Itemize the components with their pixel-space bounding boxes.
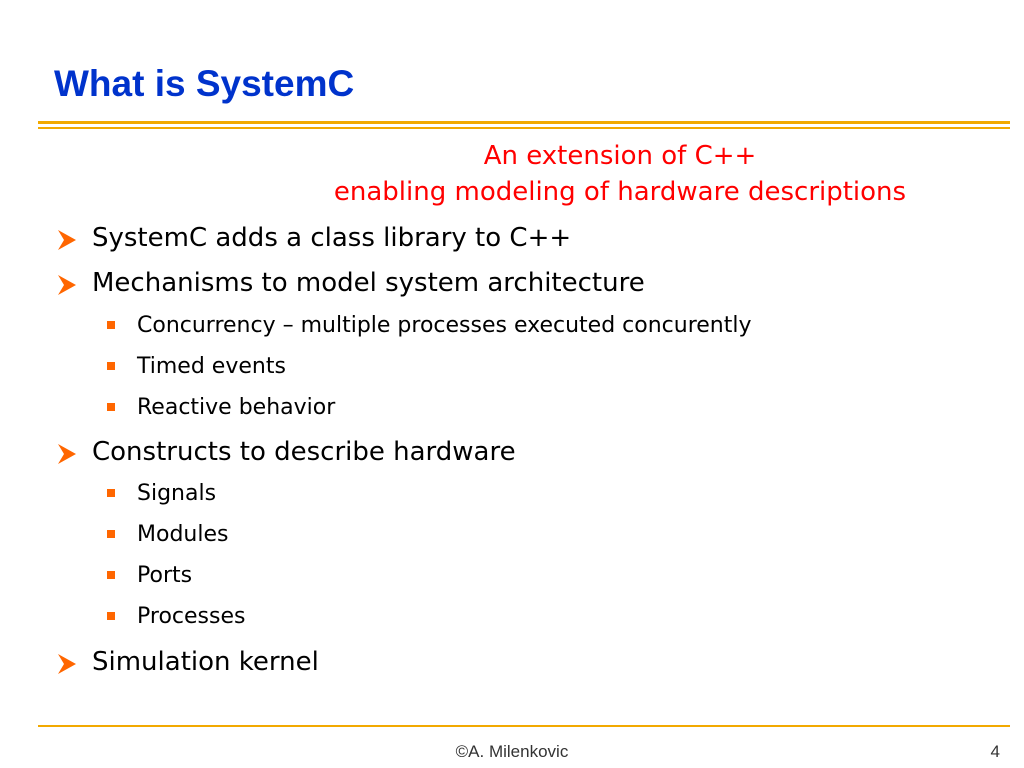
arrowhead-bullet-icon bbox=[56, 274, 78, 296]
page-number: 4 bbox=[990, 742, 1000, 761]
arrowhead-bullet-icon bbox=[56, 443, 78, 465]
arrowhead-bullet-icon bbox=[56, 653, 78, 675]
title-divider-thick bbox=[38, 121, 1010, 124]
sub-bullet-text: Timed events bbox=[137, 354, 286, 379]
subtitle-line-1: An extension of C++ bbox=[483, 141, 757, 171]
arrowhead-bullet-icon bbox=[56, 229, 78, 251]
square-bullet-icon bbox=[107, 489, 115, 497]
sub-bullet-text: Concurrency – multiple processes executed concurently bbox=[137, 313, 752, 338]
sub-bullet-text: Signals bbox=[137, 481, 217, 506]
square-bullet-icon bbox=[107, 530, 115, 538]
sub-bullet-text: Processes bbox=[137, 604, 246, 629]
title-divider-thin bbox=[38, 127, 1010, 129]
bullet-text: Constructs to describe hardware bbox=[92, 437, 516, 467]
footer-credit: ©A. Milenkovic bbox=[455, 742, 569, 761]
square-bullet-icon bbox=[107, 362, 115, 370]
bullet-text: Simulation kernel bbox=[92, 647, 319, 677]
square-bullet-icon bbox=[107, 571, 115, 579]
sub-bullet-text: Ports bbox=[137, 563, 193, 588]
square-bullet-icon bbox=[107, 403, 115, 411]
slide-title: What is SystemC bbox=[54, 63, 355, 104]
sub-bullet-text: Reactive behavior bbox=[137, 395, 336, 420]
subtitle-line-2: enabling modeling of hardware descriptions bbox=[333, 177, 907, 207]
footer-divider bbox=[38, 725, 1010, 727]
bullet-text: Mechanisms to model system architecture bbox=[92, 268, 645, 298]
square-bullet-icon bbox=[107, 612, 115, 620]
bullet-text: SystemC adds a class library to C++ bbox=[92, 223, 572, 253]
square-bullet-icon bbox=[107, 321, 115, 329]
sub-bullet-text: Modules bbox=[137, 522, 229, 547]
